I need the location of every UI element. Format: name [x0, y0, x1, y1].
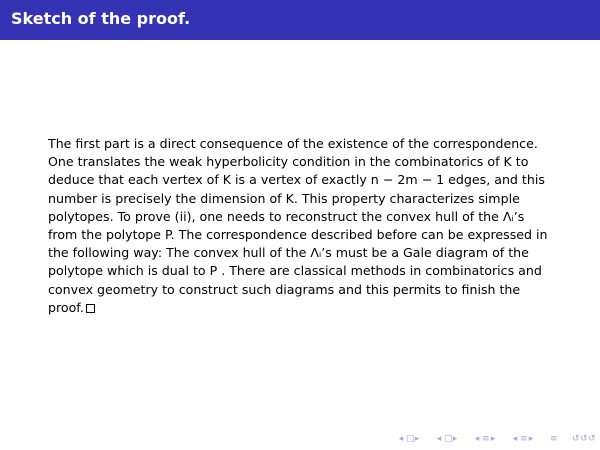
slide-title: Sketch of the proof. — [11, 9, 191, 28]
proof-line: convex geometry to construct such diagrams and this permits to finish the — [48, 281, 521, 297]
nav-zoom-icon[interactable]: ↺ — [580, 434, 588, 444]
nav-prev-page-icon[interactable]: ◂ — [512, 434, 518, 444]
nav-search-icon[interactable]: ↺ — [572, 434, 580, 444]
nav-frame-icon[interactable]: □ — [406, 434, 415, 444]
nav-first-icon[interactable]: ◂ — [398, 434, 404, 444]
proof-line-last — [48, 299, 560, 317]
nav-next-subsection-icon[interactable]: ▸ — [490, 434, 496, 444]
nav-group-page — [512, 432, 534, 446]
nav-subsection-icon[interactable]: ≡ — [482, 434, 490, 444]
nav-group-section — [436, 432, 458, 446]
nav-group-search — [572, 432, 594, 446]
nav-section-icon[interactable]: □ — [444, 434, 453, 444]
proof-last-text: proof. — [48, 299, 84, 315]
nav-next-frame-icon[interactable]: ▸ — [414, 434, 420, 444]
title-bar — [0, 0, 600, 40]
proof-text — [48, 135, 560, 317]
nav-next-page-icon[interactable]: ▸ — [528, 434, 534, 444]
proof-line: One translates the weak hyperbolicity condition in the combinatorics of K to — [48, 154, 529, 170]
proof-line: from the polytope P. The correspondence described before can be expressed in — [48, 227, 548, 243]
nav-prev-section-icon[interactable]: ◂ — [436, 434, 442, 444]
nav-page-icon[interactable]: ≡ — [520, 434, 528, 444]
nav-search2-icon[interactable]: ↺ — [588, 434, 596, 444]
nav-group-frame — [398, 432, 420, 446]
qed-icon — [86, 304, 95, 313]
nav-prev-subsection-icon[interactable]: ◂ — [474, 434, 480, 444]
nav-next-section-icon[interactable]: ▸ — [452, 434, 458, 444]
nav-align-icon[interactable]: ≡ — [550, 434, 558, 444]
navigation-bar — [398, 432, 594, 446]
proof-line: polytope which is dual to P . There are classical methods in combinatorics and — [48, 263, 542, 279]
proof-line: The first part is a direct consequence of the existence of the correspondence. — [48, 136, 538, 151]
nav-group-align — [550, 432, 556, 446]
proof-line: deduce that each vertex of K is a vertex of exactly n − 2m − 1 edges, and this — [48, 172, 545, 188]
nav-group-subsection — [474, 432, 496, 446]
proof-line: number is precisely the dimension of K. This property characterizes simple — [48, 190, 520, 206]
proof-line: the following way: The convex hull of the Λᵢ’s must be a Gale diagram of the — [48, 245, 529, 261]
proof-line: polytopes. To prove (ii), one needs to reconstruct the convex hull of the Λᵢ’s — [48, 208, 525, 224]
